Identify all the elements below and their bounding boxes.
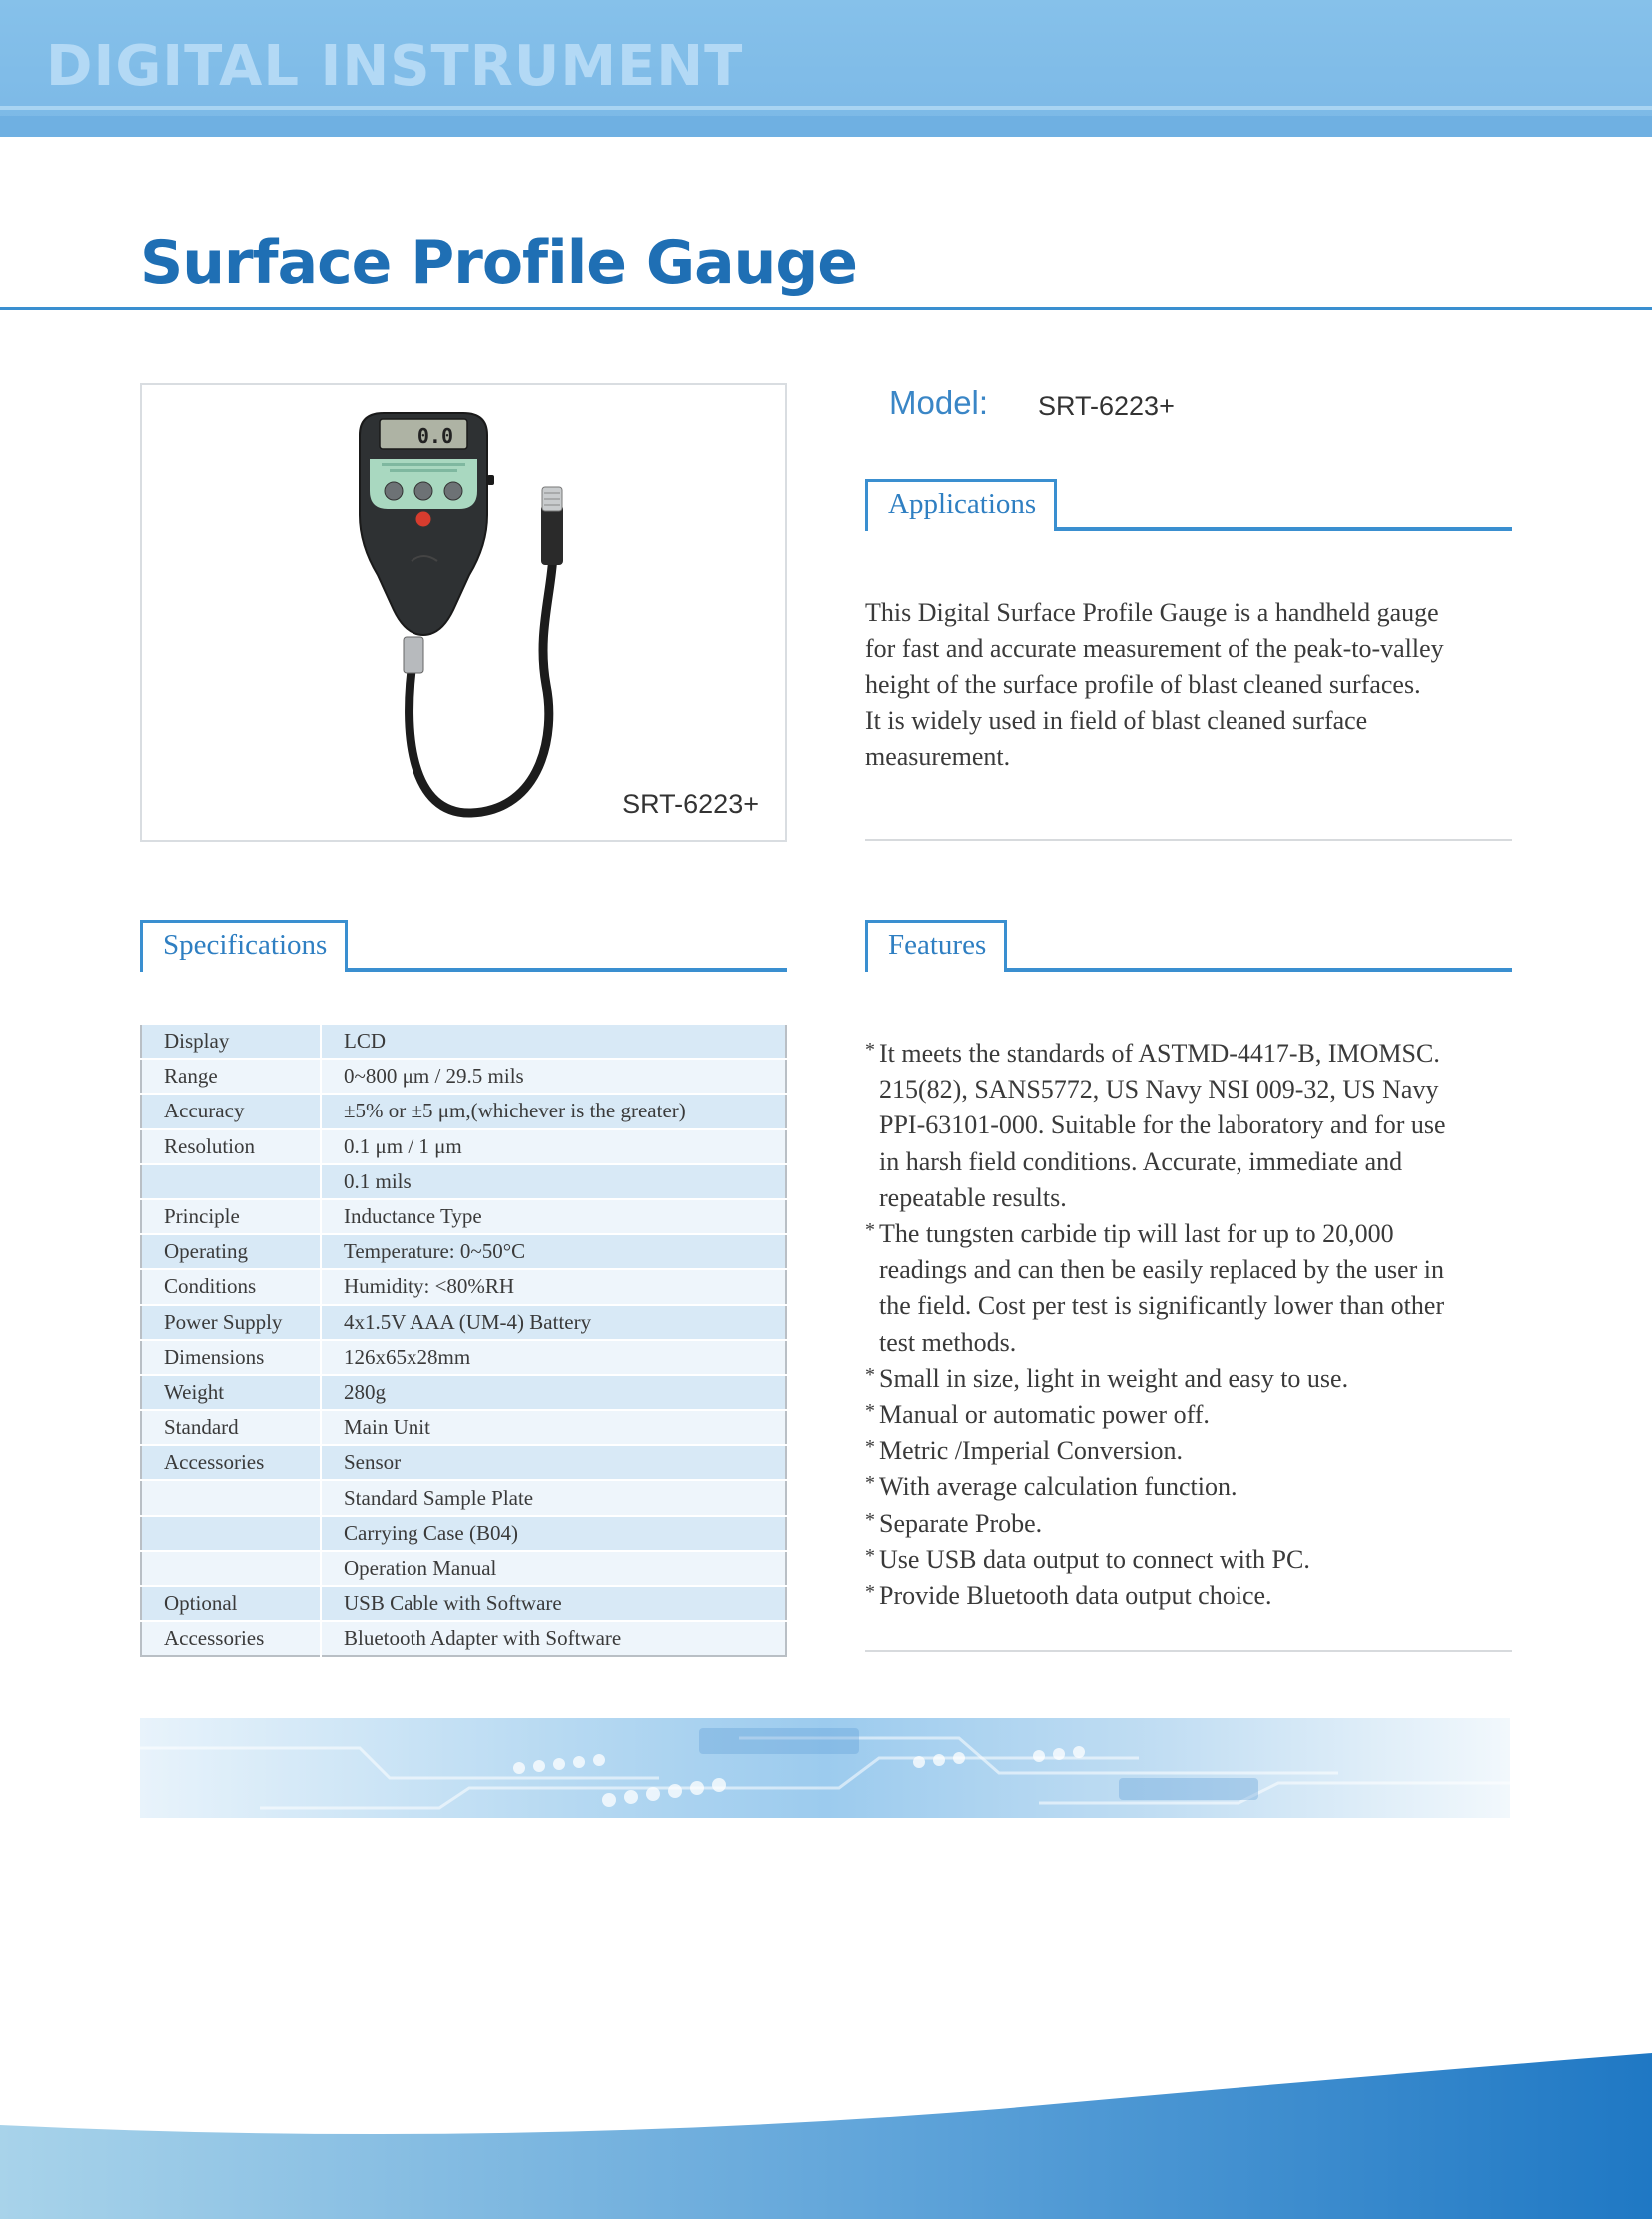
spec-value: 4x1.5V AAA (UM-4) Battery (321, 1305, 786, 1340)
specifications-heading-label: Specifications (140, 920, 348, 972)
spec-value: USB Cable with Software (321, 1586, 786, 1621)
feature-bullet: * (865, 1508, 875, 1531)
feature-text: Provide Bluetooth data output choice. (879, 1581, 1272, 1611)
header-stripe-lower (0, 116, 1652, 137)
spec-value: Operation Manual (321, 1551, 786, 1586)
spec-key: Operating (141, 1234, 321, 1269)
spec-row (141, 1059, 786, 1094)
spec-row (141, 1164, 786, 1199)
spec-row (141, 1269, 786, 1304)
spec-value: 280g (321, 1375, 786, 1410)
spec-key: Dimensions (141, 1340, 321, 1375)
spec-key (141, 1551, 321, 1586)
spec-value: 126x65x28mm (321, 1340, 786, 1375)
applications-line: height of the surface profile of blast cleaned surfaces. (865, 670, 1421, 699)
feature-line (865, 1036, 1524, 1072)
feature-text: repeatable results. (879, 1182, 1067, 1212)
feature-line (865, 1144, 1524, 1180)
spec-key: Resolution (141, 1129, 321, 1164)
model-label: Model: (889, 384, 989, 421)
spec-key: Principle (141, 1199, 321, 1234)
spec-value: 0.1 μm / 1 μm (321, 1129, 786, 1164)
spec-key: Range (141, 1059, 321, 1094)
feature-line (865, 1469, 1524, 1505)
features-heading (865, 920, 1512, 972)
spec-key: Standard (141, 1410, 321, 1445)
features-heading-label: Features (865, 920, 1007, 972)
feature-line (865, 1325, 1524, 1361)
page-title: Surface Profile Gauge (140, 228, 857, 298)
spec-key: Accuracy (141, 1094, 321, 1128)
spec-value: Main Unit (321, 1410, 786, 1445)
spec-value: Bluetooth Adapter with Software (321, 1621, 786, 1656)
spec-row (141, 1340, 786, 1375)
features-list (865, 1036, 1524, 1614)
applications-line: for fast and accurate measurement of the peak-to-valley (865, 634, 1444, 663)
feature-text: Metric /Imperial Conversion. (879, 1436, 1183, 1466)
feature-text: Separate Probe. (879, 1508, 1043, 1538)
feature-text: Manual or automatic power off. (879, 1400, 1210, 1430)
spec-row (141, 1410, 786, 1445)
spec-key (141, 1516, 321, 1551)
spec-key: Conditions (141, 1269, 321, 1304)
spec-row (141, 1551, 786, 1586)
spec-row (141, 1094, 786, 1128)
header-band (0, 0, 1652, 137)
feature-bullet: * (865, 1472, 875, 1495)
spec-row (141, 1129, 786, 1164)
spec-value: 0~800 μm / 29.5 mils (321, 1059, 786, 1094)
spec-row (141, 1024, 786, 1059)
applications-line: It is widely used in field of blast cleaned surface (865, 706, 1368, 735)
feature-text: PPI-63101-000. Suitable for the laboratory and for use (879, 1110, 1446, 1140)
feature-text: the field. Cost per test is significantly lower than other (879, 1291, 1445, 1321)
feature-bullet: * (865, 1581, 875, 1604)
spec-value: Sensor (321, 1445, 786, 1480)
spec-key: Power Supply (141, 1305, 321, 1340)
feature-text: readings and can then be easily replaced by the user in (879, 1255, 1444, 1285)
spec-value: ±5% or ±5 μm,(whichever is the greater) (321, 1094, 786, 1128)
spec-row (141, 1480, 786, 1515)
feature-bullet: * (865, 1039, 875, 1061)
spec-value: Inductance Type (321, 1199, 786, 1234)
feature-text: 215(82), SANS5772, US Navy NSI 009-32, US Navy (879, 1075, 1439, 1105)
feature-line (865, 1361, 1524, 1397)
features-bottom-rule (865, 1650, 1512, 1652)
circuit-banner (140, 1718, 1510, 1818)
spec-value: Humidity: <80%RH (321, 1269, 786, 1304)
feature-line (865, 1433, 1524, 1469)
feature-text: Small in size, light in weight and easy to use. (879, 1363, 1349, 1393)
feature-line (865, 1578, 1524, 1614)
spec-row (141, 1621, 786, 1656)
feature-line (865, 1506, 1524, 1542)
feature-line (865, 1288, 1524, 1324)
feature-text: With average calculation function. (879, 1472, 1238, 1502)
spec-row (141, 1586, 786, 1621)
photo-caption: SRT-6223+ (622, 789, 759, 819)
applications-bottom-rule (865, 839, 1512, 841)
header-stripe (0, 106, 1652, 110)
spec-row (141, 1516, 786, 1551)
product-photo-frame (140, 383, 787, 842)
feature-line (865, 1180, 1524, 1216)
spec-row (141, 1445, 786, 1480)
spec-key (141, 1164, 321, 1199)
applications-heading-label: Applications (865, 479, 1057, 531)
feature-bullet: * (865, 1219, 875, 1242)
spec-value: LCD (321, 1024, 786, 1059)
spec-key: Accessories (141, 1445, 321, 1480)
feature-text: It meets the standards of ASTMD-4417-B, IMOMSC. (879, 1039, 1440, 1068)
specifications-table (140, 1023, 787, 1657)
spec-value: Carrying Case (B04) (321, 1516, 786, 1551)
spec-row (141, 1375, 786, 1410)
feature-text: in harsh field conditions. Accurate, immediate and (879, 1146, 1403, 1176)
feature-bullet: * (865, 1363, 875, 1386)
spec-key: Accessories (141, 1621, 321, 1656)
feature-line (865, 1072, 1524, 1108)
spec-key: Display (141, 1024, 321, 1059)
feature-line (865, 1542, 1524, 1578)
feature-line (865, 1252, 1524, 1288)
model-value: SRT-6223+ (1038, 391, 1175, 421)
feature-text: Use USB data output to connect with PC. (879, 1544, 1310, 1574)
spec-row (141, 1234, 786, 1269)
spec-key (141, 1480, 321, 1515)
feature-line (865, 1397, 1524, 1433)
feature-text: test methods. (879, 1327, 1017, 1357)
spec-row (141, 1305, 786, 1340)
applications-line: measurement. (865, 742, 1011, 771)
feature-text: The tungsten carbide tip will last for up to 20,000 (879, 1219, 1394, 1249)
title-rule (0, 307, 1652, 310)
feature-line (865, 1216, 1524, 1252)
spec-key: Optional (141, 1586, 321, 1621)
bottom-wave (0, 2037, 1652, 2219)
spec-value: Standard Sample Plate (321, 1480, 786, 1515)
applications-line: This Digital Surface Profile Gauge is a handheld gauge (865, 598, 1439, 627)
feature-bullet: * (865, 1436, 875, 1459)
screen-reading: 0.0 (416, 424, 453, 448)
spec-key: Weight (141, 1375, 321, 1410)
spec-value: 0.1 mils (321, 1164, 786, 1199)
spec-value: Temperature: 0~50°C (321, 1234, 786, 1269)
specifications-heading (140, 920, 787, 972)
applications-text (865, 595, 1524, 775)
spec-row (141, 1199, 786, 1234)
circuit-pattern (140, 1718, 1510, 1818)
gauge-illustration (342, 405, 601, 825)
applications-heading (865, 479, 1512, 531)
feature-line (865, 1108, 1524, 1143)
feature-bullet: * (865, 1400, 875, 1423)
feature-bullet: * (865, 1544, 875, 1567)
band-title: DIGITAL INSTRUMENT (46, 34, 744, 99)
